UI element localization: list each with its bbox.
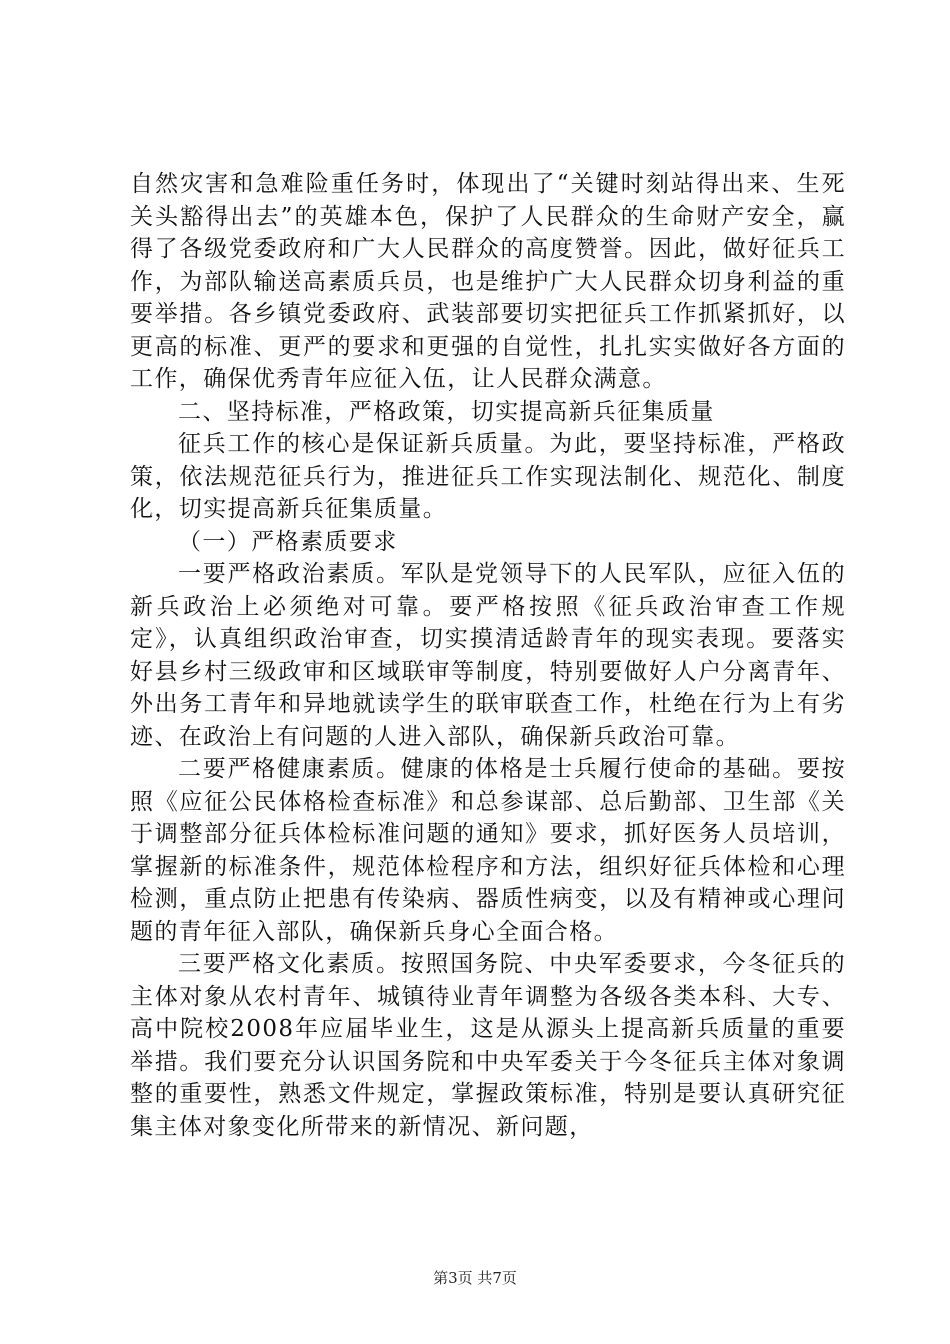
subsection-heading: （一）严格素质要求 [178,528,398,555]
document-body [130,168,846,1143]
section-heading: 二、坚持标准，严格政策，切实提高新兵征集质量 [178,398,715,425]
paragraph-health: 二要严格健康素质。健康的体格是士兵履行使命的基础。要按照《应征公民体格检查标准》和总参谋部、总后勤部、卫生部《关于调整部分征兵体检标准问题的通知》要求，抓好医务人员培训，掌握新的标准条件，规范体检程序和方法，组织好征兵体检和心理检测，重点防止把患有传染病、器质性病变，以及有精神或心理问题的青年征入部队，确保新兵身心全面合格。 [130,756,846,945]
paragraph-education: 三要严格文化素质。按照国务院、中央军委要求，今冬征兵的主体对象从农村青年、城镇待业青年调整为各级各类本科、大专、高中院校2008年应届毕业生，这是从源头上提高新兵质量的重要举措。我们要充分认识国务院和中央军委关于今冬征兵主体对象调整的重要性，熟悉文件规定，掌握政策标准，特别是要认真研究征集主体对象变化所带来的新情况、新问题， [130,951,846,1140]
paragraph-intro: 征兵工作的核心是保证新兵质量。为此，要坚持标准，严格政策，依法规范征兵行为，推进征兵工作实现法制化、规范化、制度化，切实提高新兵征集质量。 [130,431,846,522]
page-number-footer: 第3页 共7页 [433,1269,517,1287]
paragraph-continuation: 自然灾害和急难险重任务时，体现出了“关键时刻站得出来、生死关头豁得出去”的英雄本色，保护了人民群众的生命财产安全，赢得了各级党委政府和广大人民群众的高度赞誉。因此，做好征兵工作，为部队输送高素质兵员，也是维护广大人民群众切身利益的重要举措。各乡镇党委政府、武装部要切实把征兵工作抓紧抓好，以更高的标准、更严的要求和更强的自觉性，扎扎实实做好各方面的工作，确保优秀青年应征入伍，让人民群众满意。 [130,171,846,392]
paragraph-political: 一要严格政治素质。军队是党领导下的人民军队，应征入伍的新兵政治上必须绝对可靠。要严格按照《征兵政治审查工作规定》，认真组织政治审查，切实摸清适龄青年的现实表现。要落实好县乡村三级政审和区域联审等制度，特别要做好人户分离青年、外出务工青年和异地就读学生的联审联查工作，杜绝在行为上有劣迹、在政治上有问题的人进入部队，确保新兵政治可靠。 [130,561,846,750]
